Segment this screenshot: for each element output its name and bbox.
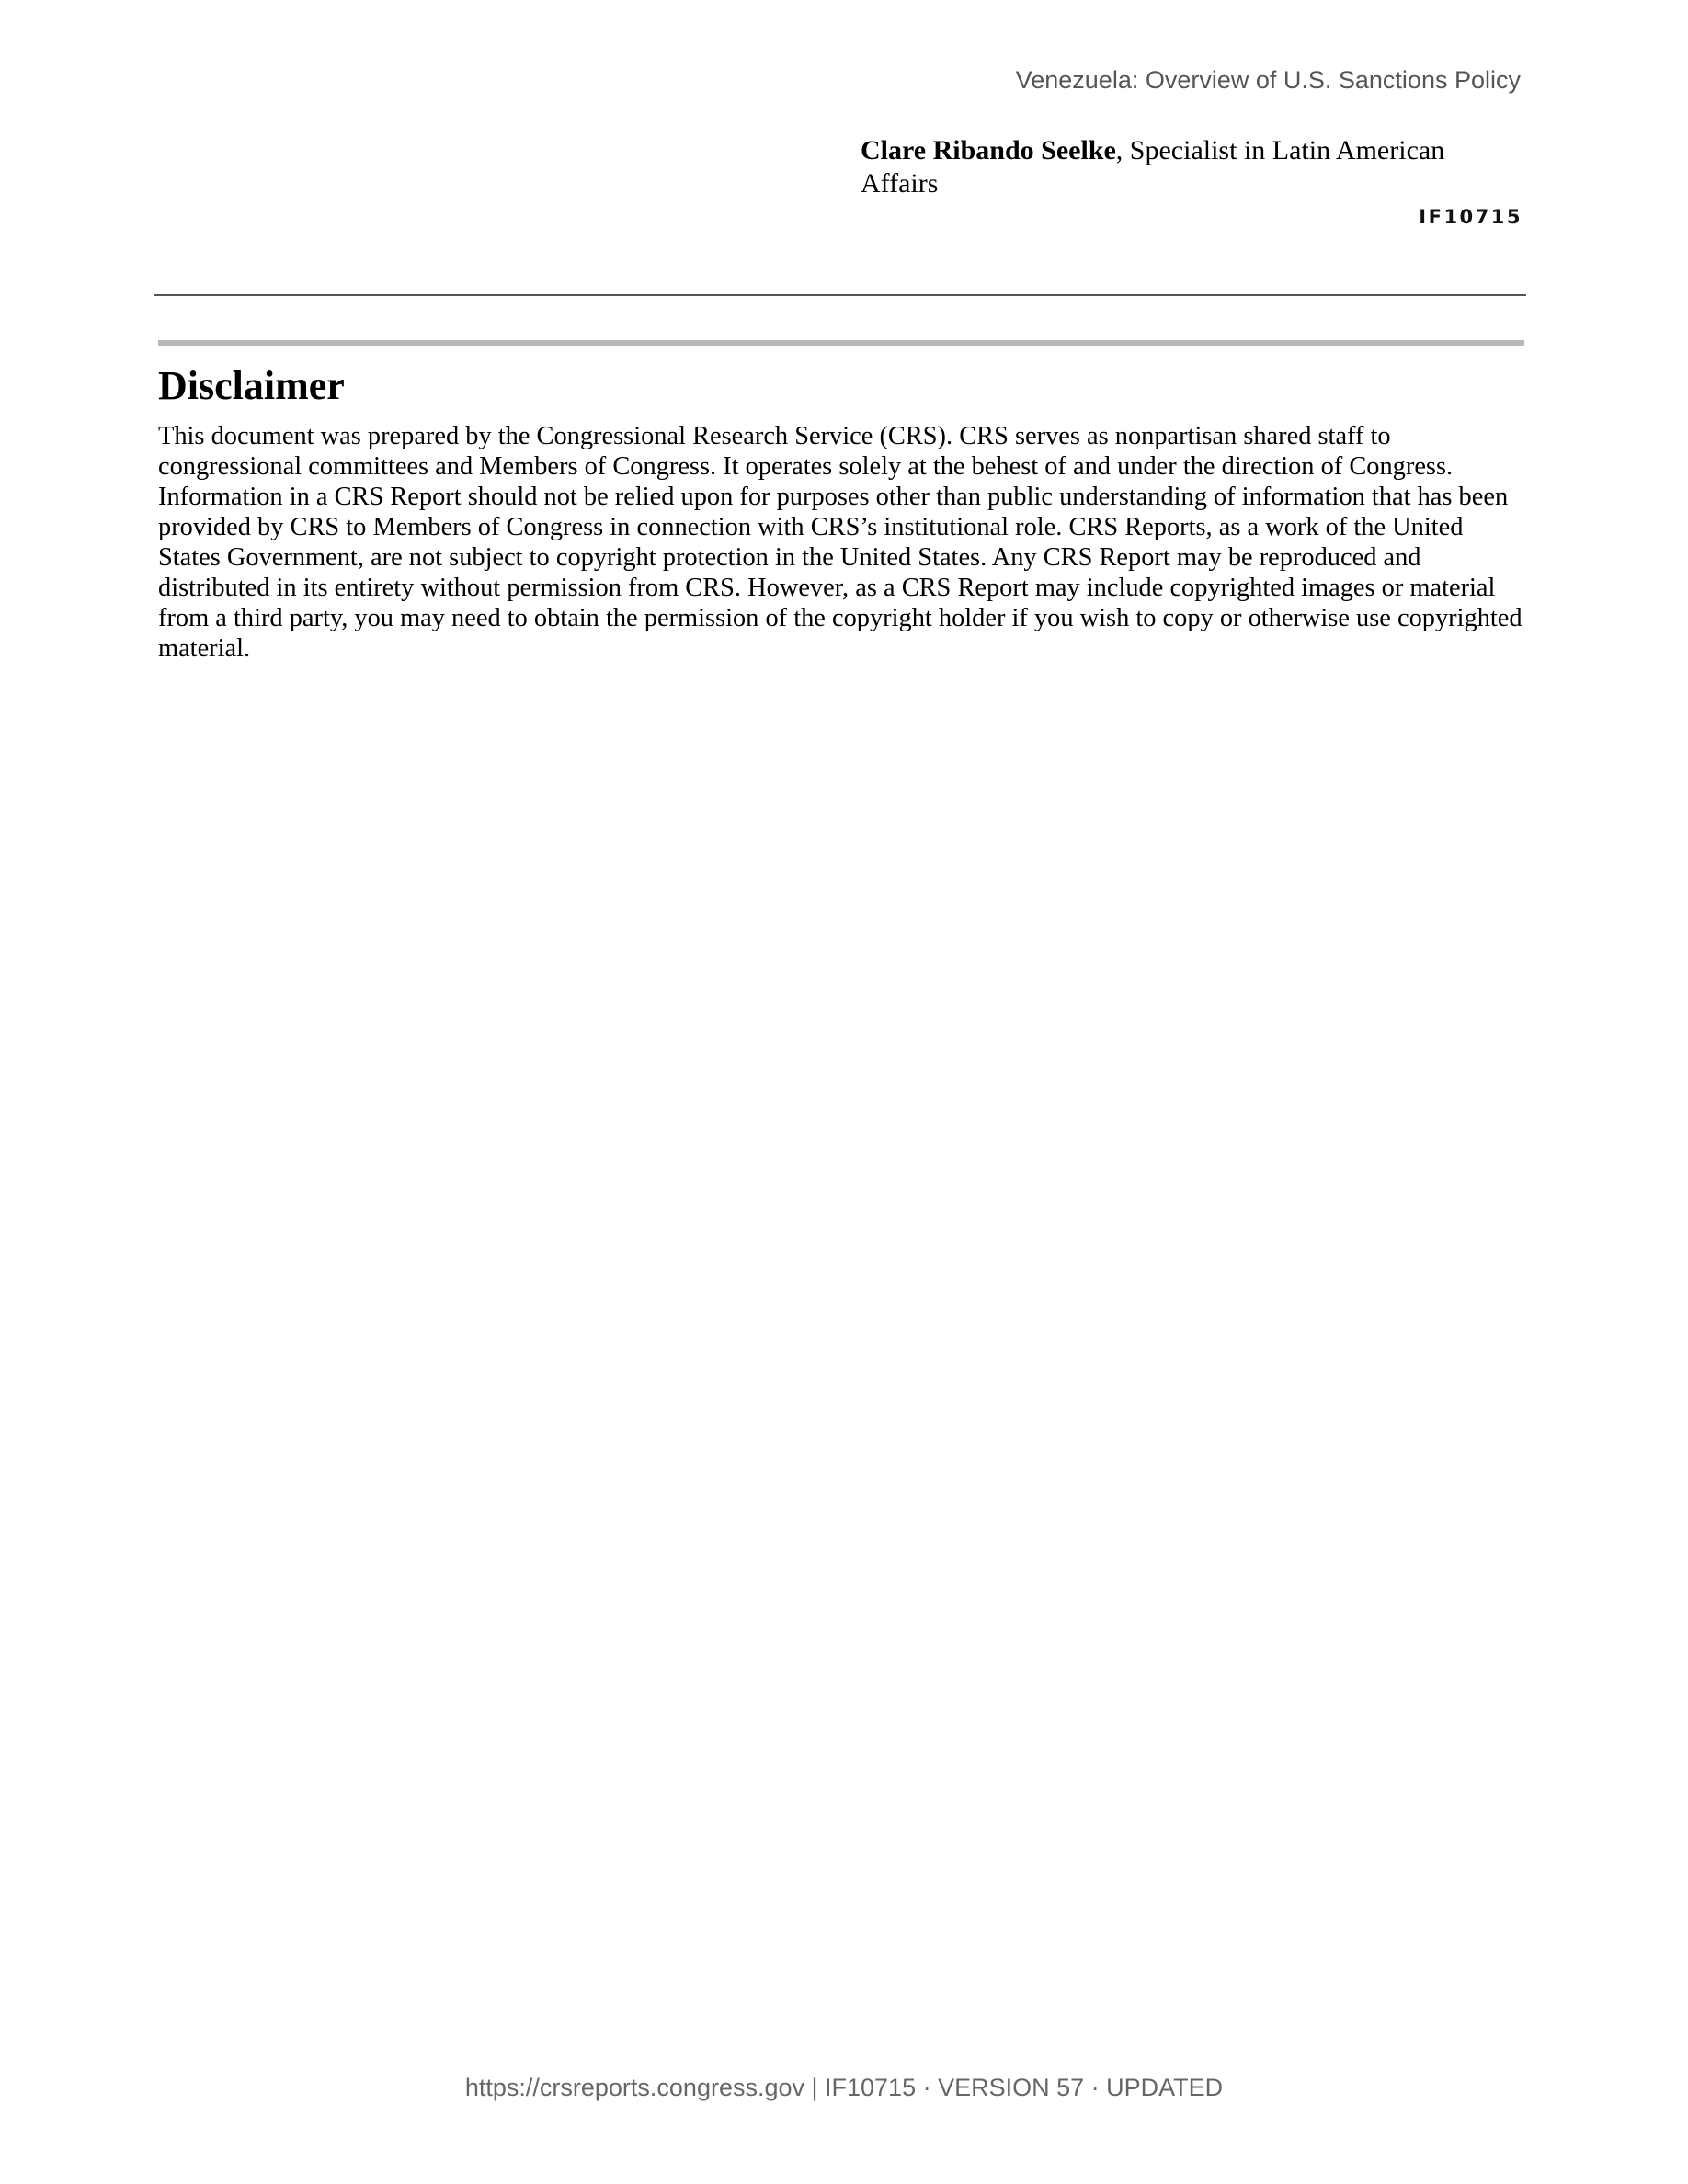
page-divider	[154, 294, 1526, 296]
running-header-title: Venezuela: Overview of U.S. Sanctions Policy	[1015, 66, 1521, 94]
author-name: Clare Ribando Seelke	[861, 135, 1116, 165]
disclaimer-heading: Disclaimer	[158, 363, 345, 408]
page-footer: https://crsreports.congress.gov | IF10715 · VERSION 57 · UPDATED	[464, 2074, 1224, 2101]
report-id: IF10715	[1419, 206, 1523, 228]
disclaimer-body: This document was prepared by the Congressional Research Service (CRS). CRS serves as nonpartisan shared staff to congressional committees and Members of Congress. It operates solely at the behest of and under the direction of Congress. Information in a CRS Report should not be relied upon for purposes other than public understanding of information that has been provided by CRS to Members of Congress in connection with CRS’s institutional role. CRS Reports, as a work of the United States Government, are not subject to copyright protection in the United States. Any CRS Report may be reproduced and distributed in its entirety without permission from CRS. However, as a CRS Report may include copyrighted images or material from a third party, you may need to obtain the permission of the copyright holder if you wish to copy or otherwise use copyrighted material.	[158, 422, 1523, 663]
section-divider	[158, 340, 1524, 346]
author-title: , Specialist in Latin American Affairs	[861, 135, 1445, 199]
author-block	[861, 134, 1524, 200]
